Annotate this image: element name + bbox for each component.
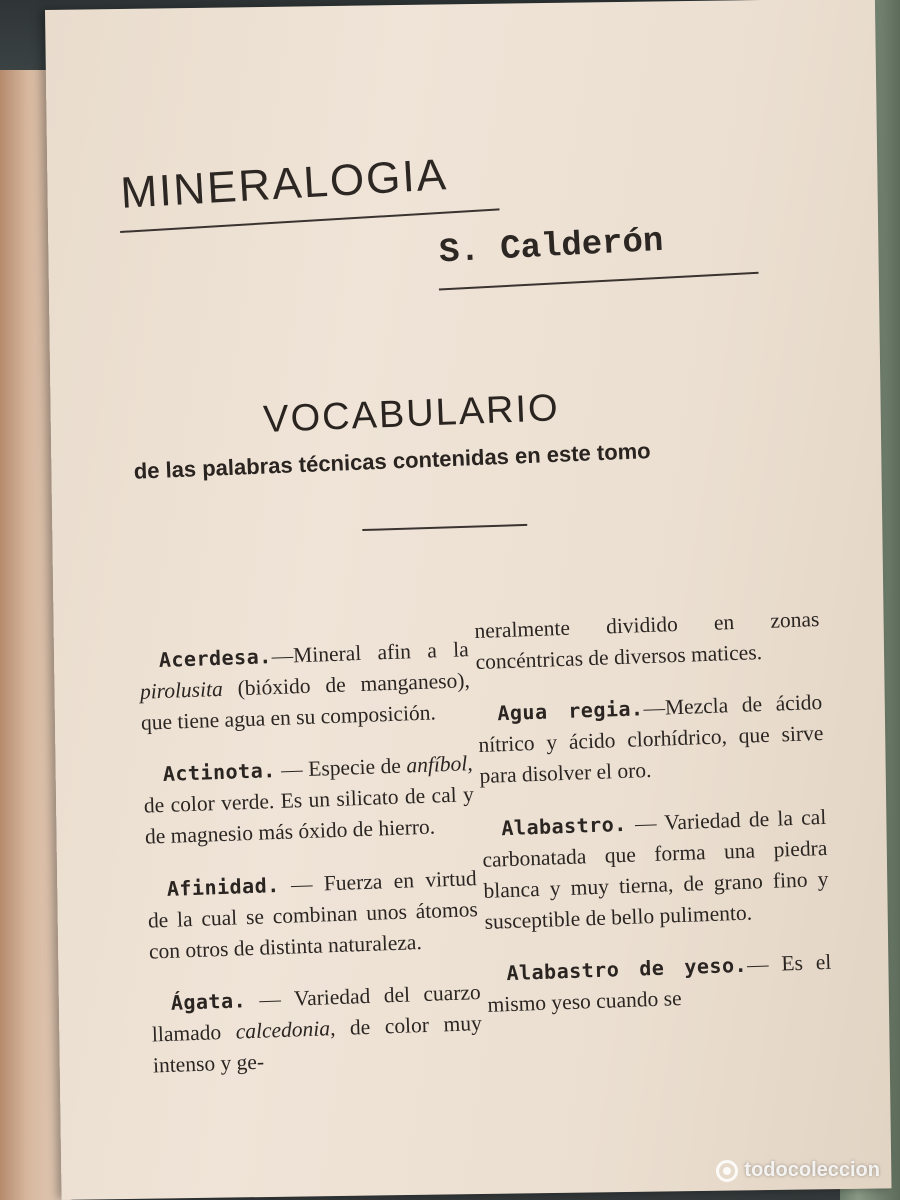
vocab-term: Afinidad. [166, 872, 281, 901]
todocoleccion-logo-icon [716, 1160, 738, 1182]
vocab-term: Alabastro. [500, 811, 628, 840]
book-title: MINERALOGIA [119, 150, 450, 218]
watermark-text: todocoleccion [744, 1159, 880, 1181]
vocab-entry [150, 977, 483, 1081]
vocab-continuation: neralmente dividido en zonas concéntricas de diversos matices. [474, 606, 820, 674]
vocab-definition: —Mezcla de ácido nítrico y ácido clorhídrico, que sirve para disolver el oro. [478, 689, 824, 788]
vocab-entry [142, 748, 475, 852]
vocab-definition: — Fuerza en virtud de la cual se combinan unos átomos con otros de distinta naturaleza. [147, 865, 479, 964]
section-divider [362, 524, 527, 531]
vocab-definition: — Especie de [275, 753, 407, 783]
vocab-term: Acerdesa. [158, 643, 273, 672]
vocab-term: Agua regia. [496, 696, 644, 726]
vocab-entry [477, 687, 825, 792]
vocab-definition: de color muy intenso y ge- [152, 1011, 483, 1078]
left-column [138, 612, 484, 1095]
vocab-definition: — Variedad de la cal carbonatada que forma una piedra blanca y muy tierna, de grano fino y susceptible de bello pulimento. [482, 804, 829, 934]
vocab-term: Alabastro de yeso. [506, 952, 748, 986]
right-column [473, 582, 833, 1035]
vocab-entry [146, 863, 479, 967]
vocab-definition: de color verde. Es un silicato de cal y de magnesio más óxido de hierro. [143, 782, 475, 849]
book-author: S. Calderón [438, 222, 665, 273]
vocab-definition: — Es el mismo yeso cuando se [487, 949, 832, 1017]
vocab-definition: —Mineral afin a la [271, 636, 470, 668]
vocab-term: Ágata. [170, 988, 247, 1015]
vocab-entry [138, 634, 471, 738]
vocab-italic: anfíbol, [405, 751, 474, 778]
section-subheading: de las palabras técnicas contenidas en este tomo [133, 438, 652, 484]
book-page [45, 0, 892, 1200]
vocab-italic: pirolusita [139, 676, 224, 704]
author-underline [439, 272, 759, 291]
section-heading: VOCABULARIO [262, 387, 561, 441]
vocab-definition: — Variedad del cuarzo llamado [151, 980, 482, 1047]
vocab-entry [481, 801, 830, 937]
vocab-italic: calcedonia, [235, 1016, 336, 1044]
vocab-definition: (bióxido de manganeso), que tiene agua en su composición. [140, 667, 471, 735]
watermark [716, 1159, 880, 1182]
vocab-term: Actinota. [162, 758, 277, 786]
vocab-entry [486, 947, 833, 1021]
